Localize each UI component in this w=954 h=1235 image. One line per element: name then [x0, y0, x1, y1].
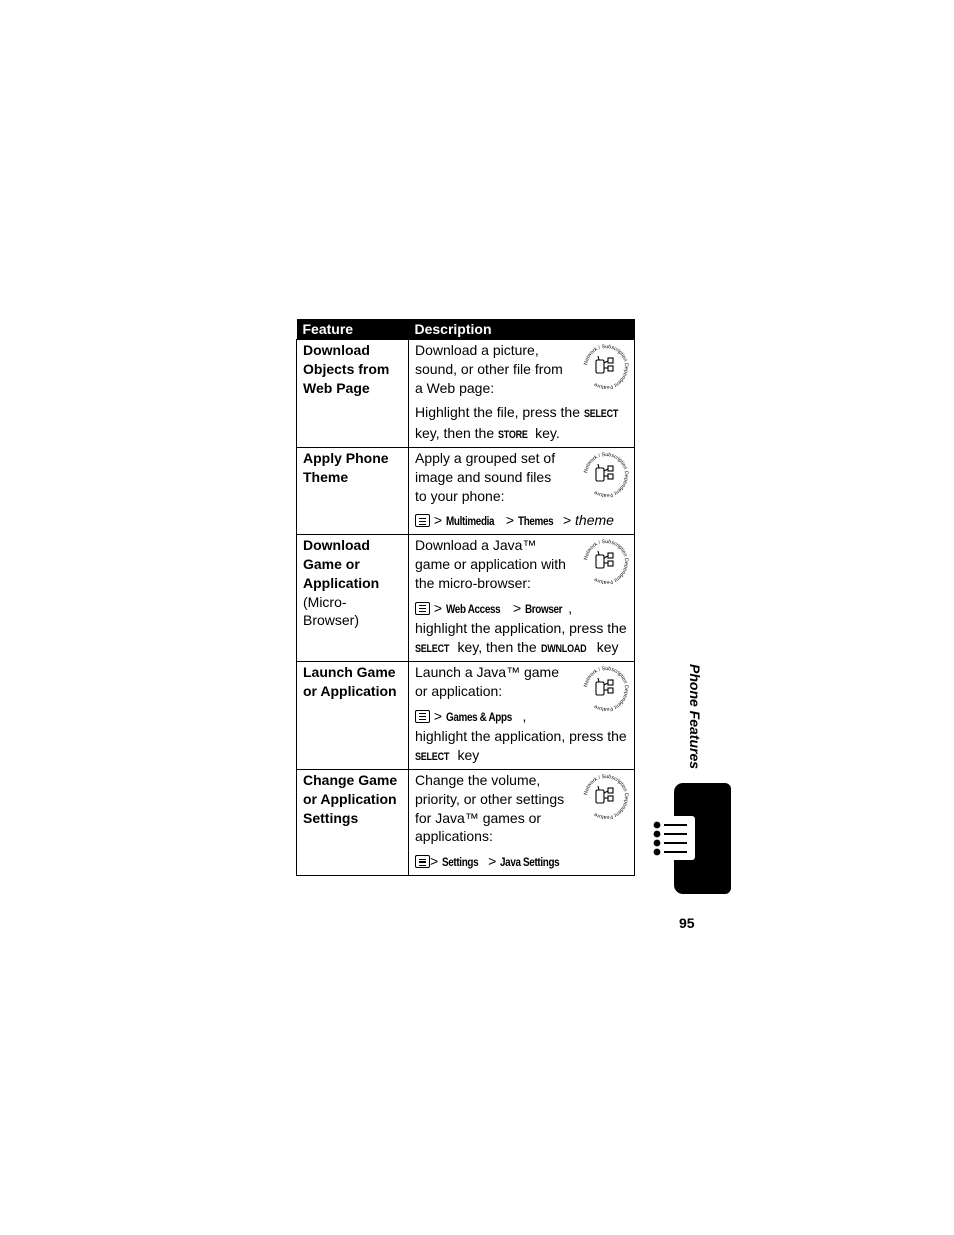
svg-text:Network / Subscription Depen: Network / Subscription Dependent Feature	[583, 665, 630, 712]
network-dependent-feature-icon	[582, 343, 630, 391]
menu-item: Browser	[525, 603, 563, 616]
download-key-label: DWNLOAD	[540, 643, 586, 656]
feature-name: Change Game or Application Settings	[303, 771, 398, 826]
menu-item: Settings	[442, 857, 479, 870]
description-text: Download a Java™ game or application with the micro-browser:	[415, 537, 566, 591]
store-key-label: STORE	[498, 429, 528, 442]
feature-list-icon	[651, 816, 695, 860]
description-cell	[409, 340, 635, 448]
menu-key-icon	[415, 710, 430, 723]
select-key-label: SELECT	[415, 643, 450, 656]
table-row	[297, 340, 635, 448]
select-key-label: SELECT	[415, 751, 450, 764]
description-cell	[409, 769, 635, 875]
menu-item: Java Settings	[500, 857, 560, 870]
menu-item: Themes	[518, 516, 554, 529]
menu-path: > Settings > Java Settings	[415, 852, 628, 873]
feature-name: Launch Game or Application	[303, 663, 397, 699]
svg-text:Network / Subscription Depen: Network / Subscription Dependent Feature	[583, 773, 630, 820]
menu-path: > Games & Apps , highlight the application, press the SELECT key	[415, 707, 628, 767]
network-dependent-feature-icon	[582, 773, 630, 821]
table-row	[297, 661, 635, 769]
section-label: Phone Features	[687, 664, 703, 770]
menu-key-icon	[415, 602, 430, 615]
menu-item-variable: theme	[575, 512, 614, 529]
feature-cell	[297, 535, 409, 662]
table-header-row	[297, 319, 635, 340]
network-dependent-feature-icon	[582, 538, 630, 586]
svg-text:Network / Subscription Depen: Network / Subscription Dependent Feature	[583, 343, 630, 391]
menu-path: > Web Access > Browser , highlight the application, press the SELECT key, then the DWNLOAD key	[415, 599, 628, 659]
description-cell	[409, 447, 635, 534]
feature-note: (Micro-Browser)	[303, 593, 360, 629]
description-text: Download a picture, sound, or other file from a Web page:	[415, 342, 563, 396]
feature-table	[296, 319, 635, 876]
feature-cell	[297, 447, 409, 534]
header-feature: Feature	[297, 319, 409, 340]
menu-item: Web Access	[445, 603, 501, 616]
description-text: Apply a grouped set of image and sound files to your phone:	[415, 449, 556, 504]
feature-name: Download Objects from Web Page	[303, 342, 390, 396]
menu-key-icon	[415, 855, 430, 868]
page-number: 95	[679, 915, 695, 931]
description-text: Launch a Java™ game or application:	[415, 663, 559, 699]
menu-item: Games & Apps	[445, 711, 512, 724]
select-key-label: SELECT	[583, 408, 618, 421]
menu-item: Multimedia	[445, 516, 495, 529]
svg-text:Network / Subscription Depen: Network / Subscription Dependent Feature	[583, 539, 630, 586]
table-row	[297, 769, 635, 875]
instruction-text: Highlight the file, press the SELECT key, then the STORE key.	[415, 403, 628, 445]
feature-cell	[297, 661, 409, 769]
table-row	[297, 535, 635, 662]
description-cell	[409, 535, 635, 662]
description-text: Change the volume, priority, or other settings for Java™ games or applications:	[415, 771, 565, 845]
table-row	[297, 447, 635, 534]
feature-name: Download Game or Application	[303, 537, 380, 591]
feature-cell	[297, 769, 409, 875]
description-cell	[409, 661, 635, 769]
feature-cell	[297, 340, 409, 448]
feature-name: Apply Phone Theme	[303, 449, 389, 485]
network-dependent-feature-icon	[582, 451, 630, 499]
network-dependent-feature-icon	[582, 665, 630, 713]
menu-key-icon	[415, 514, 430, 527]
header-description: Description	[409, 319, 635, 340]
menu-path: > Multimedia > Themes > theme	[415, 511, 628, 532]
svg-text:Network / Subscription Depen: Network / Subscription Dependent Feature	[583, 451, 630, 499]
